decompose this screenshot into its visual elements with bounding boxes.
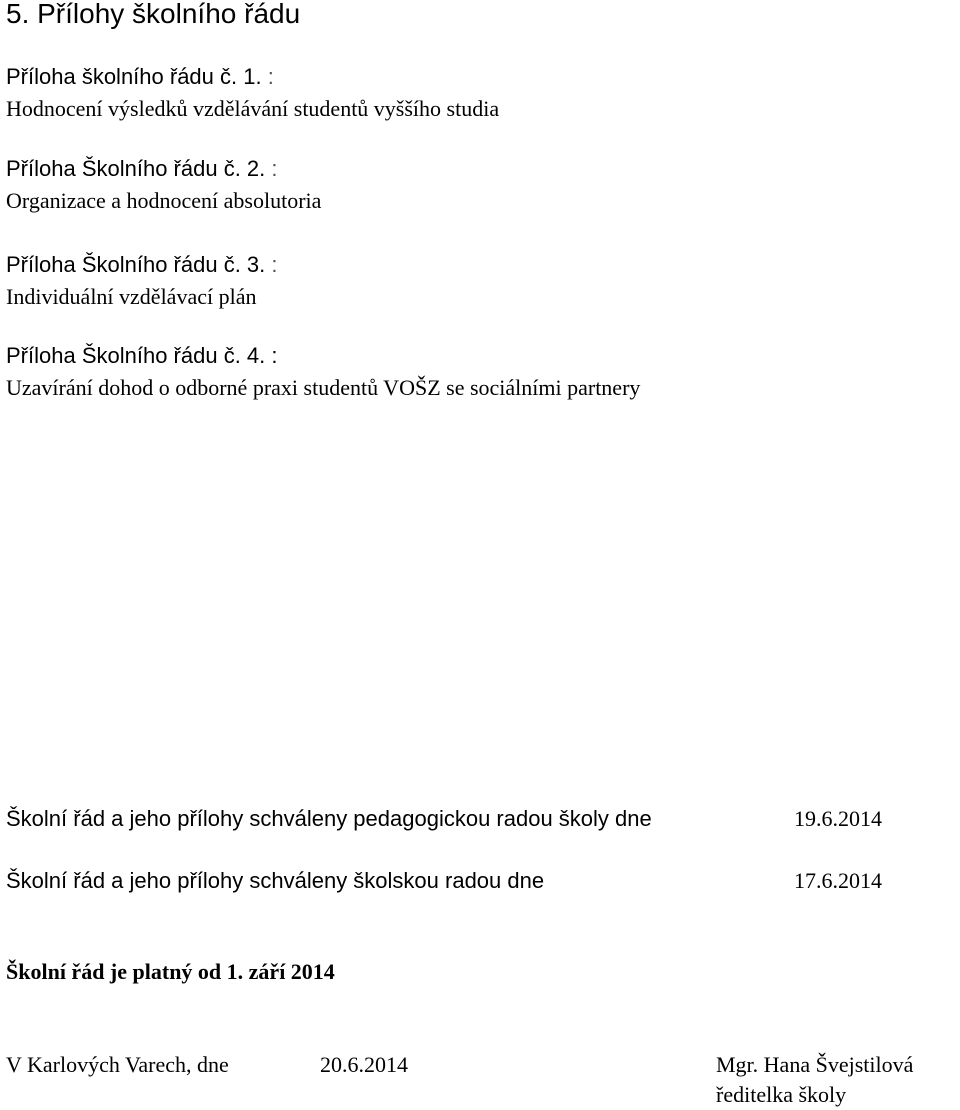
appendix-3-title: Individuální vzdělávací plán bbox=[6, 284, 257, 309]
appendix-1-title: Hodnocení výsledků vzdělávání studentů vyššího studia bbox=[6, 96, 500, 121]
appendix-3-label: Příloha Školního řádu č. 3. : bbox=[6, 252, 278, 277]
approval-school-board-text: Školní řád a jeho přílohy schváleny školskou radou dne bbox=[6, 868, 545, 893]
signatory-name: Mgr. Hana Švejstilová bbox=[716, 1052, 914, 1077]
approval-pedagogical-date: 19.6.2014 bbox=[794, 806, 882, 831]
appendix-4-label: Příloha Školního řádu č. 4. : bbox=[6, 343, 278, 368]
validity-statement: Školní řád je platný od 1. září 2014 bbox=[6, 959, 335, 984]
signatory-role: ředitelka školy bbox=[716, 1082, 847, 1107]
appendix-2-label: Příloha Školního řádu č. 2. : bbox=[6, 156, 278, 181]
place-text: V Karlových Varech, dne bbox=[6, 1052, 229, 1077]
appendix-1-label: Příloha školního řádu č. 1. : bbox=[6, 64, 274, 89]
page-heading: 5. Přílohy školního řádu bbox=[6, 0, 301, 29]
approval-school-board-date: 17.6.2014 bbox=[794, 868, 882, 893]
appendix-4-title: Uzavírání dohod o odborné praxi studentů VOŠZ se sociálními partnery bbox=[6, 375, 641, 400]
place-date: 20.6.2014 bbox=[320, 1052, 408, 1077]
approval-pedagogical-text: Školní řád a jeho přílohy schváleny pedagogickou radou školy dne bbox=[6, 806, 652, 831]
appendix-2-title: Organizace a hodnocení absolutoria bbox=[6, 188, 322, 213]
